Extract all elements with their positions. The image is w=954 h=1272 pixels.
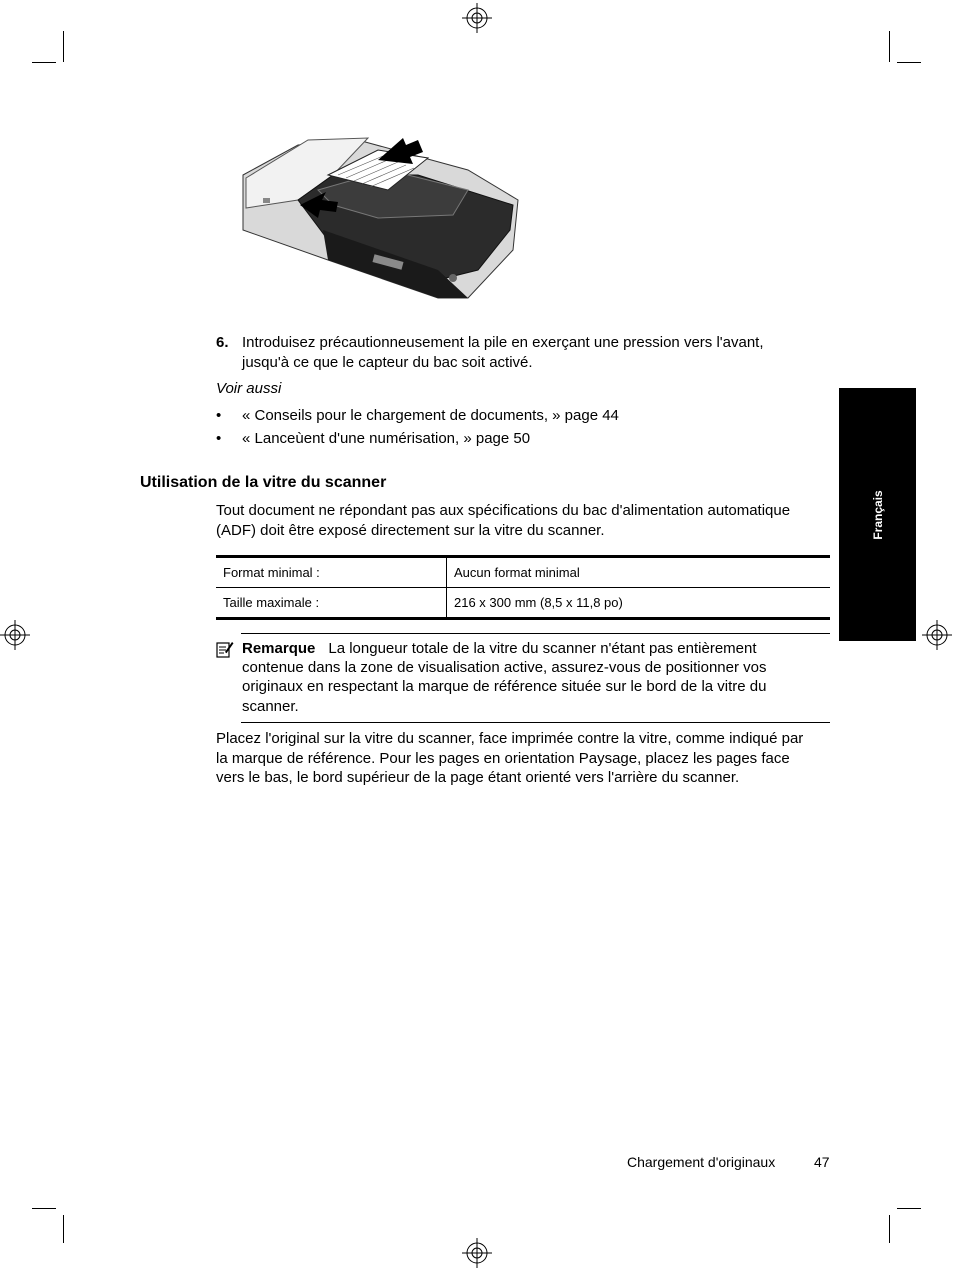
section-intro-line: Tout document ne répondant pas aux spécifications du bac d'alimentation automatique — [216, 502, 791, 519]
see-also-link[interactable]: « Conseils pour le chargement de documents, » page 44 — [242, 407, 619, 424]
crop-mark-top-right-h — [897, 62, 921, 63]
step-text-line: jusqu'à ce que le capteur du bac soit activé. — [242, 354, 533, 371]
bullet-icon: • — [216, 407, 222, 424]
registration-mark-icon — [462, 3, 492, 33]
see-also-link[interactable]: « Lanceùent d'une numérisation, » page 50 — [242, 430, 531, 447]
note-line: Remarque La longueur totale de la vitre du scanner n'étant pas entièrement — [242, 640, 757, 657]
crop-mark-bottom-right-v — [889, 1215, 890, 1243]
placement-line: Placez l'original sur la vitre du scanner, face imprimée contre la vitre, comme indiqué par — [216, 730, 804, 747]
registration-mark-icon — [462, 1238, 492, 1268]
note-line: originaux en respectant la marque de référence située sur le bord de la vitre du — [242, 678, 767, 695]
language-tab-label: Français — [870, 489, 885, 540]
scanner-illustration — [238, 130, 523, 302]
crop-mark-top-right-v — [889, 31, 890, 62]
note-pencil-icon — [216, 640, 234, 658]
note-line: contenue dans la zone de visualisation active, assurez-vous de positionner vos — [242, 659, 767, 676]
crop-mark-bottom-left-v — [63, 1215, 64, 1243]
language-side-tab — [839, 388, 916, 641]
placement-line: la marque de référence. Pour les pages en orientation Paysage, placez les pages face — [216, 750, 790, 767]
see-also-item[interactable] — [216, 406, 619, 426]
note-bottom-rule — [241, 722, 830, 723]
table-cell-value: 216 x 300 mm (8,5 x 11,8 po) — [447, 588, 831, 619]
note-line: scanner. — [242, 698, 299, 715]
step-number: 6. — [216, 334, 229, 351]
registration-mark-icon — [922, 620, 952, 650]
spec-table — [216, 555, 830, 620]
section-heading: Utilisation de la vitre du scanner — [140, 474, 387, 491]
bullet-icon: • — [216, 430, 222, 447]
crop-mark-top-left-h — [32, 62, 56, 63]
crop-mark-bottom-left-h — [32, 1208, 56, 1209]
placement-line: vers le bas, le bord supérieur de la page étant orienté vers l'arrière du scanner. — [216, 769, 740, 786]
see-also-label: Voir aussi — [216, 380, 282, 397]
registration-mark-icon — [0, 620, 30, 650]
crop-mark-bottom-right-h — [897, 1208, 921, 1209]
footer-section-title: Chargement d'originaux — [627, 1154, 776, 1170]
crop-mark-top-left-v — [63, 31, 64, 62]
note-label: Remarque — [242, 640, 316, 657]
table-row — [216, 557, 830, 588]
see-also-item[interactable] — [216, 429, 530, 449]
table-cell-value: Aucun format minimal — [447, 557, 831, 588]
table-row — [216, 588, 830, 619]
note-top-rule — [241, 633, 830, 634]
table-cell-label: Format minimal : — [216, 557, 447, 588]
step-text-line: Introduisez précautionneusement la pile en exerçant une pression vers l'avant, — [242, 334, 764, 351]
page-number: 47 — [814, 1154, 830, 1170]
section-intro-line: (ADF) doit être exposé directement sur la vitre du scanner. — [216, 522, 605, 539]
table-cell-label: Taille maximale : — [216, 588, 447, 619]
